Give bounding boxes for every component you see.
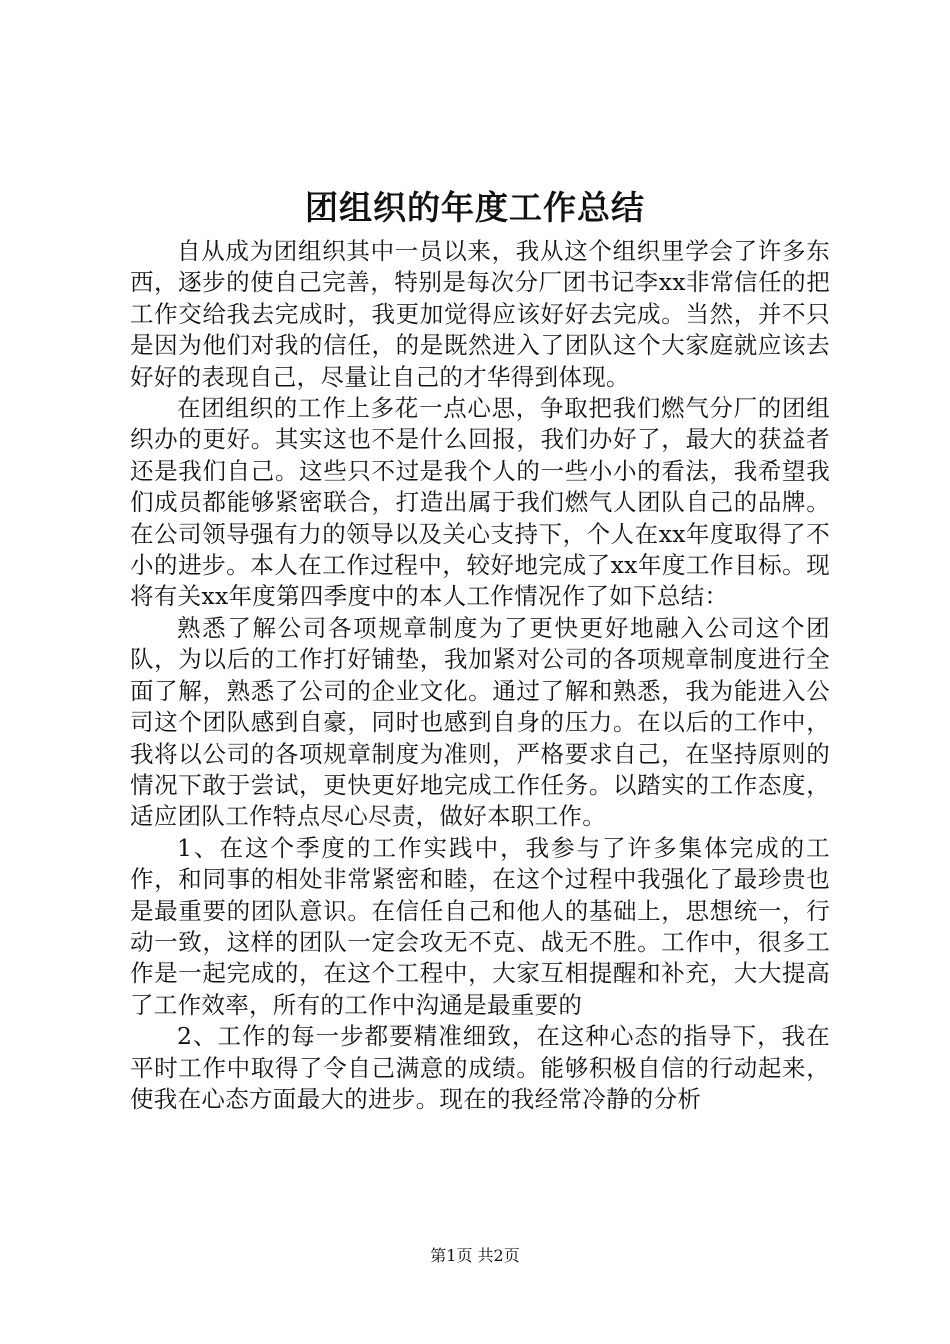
paragraph-4: 1、在这个季度的工作实践中，我参与了许多集体完成的工作，和同事的相处非常紧密和睦，在这个过程中我强化了最珍贵也是最重要的团队意识。在信任自己和他人的基础上，思想统一，行动一致，这样的团队一定会攻无不克、战无不胜。工作中，很多工作是一起完成的，在这个工程中，大家互相提醒和补充，大大提高了工作效率，所有的工作中沟通是最重要的: [130, 833, 830, 1019]
document-title: 团组织的年度工作总结: [305, 188, 645, 227]
paragraph-3: 熟悉了解公司各项规章制度为了更快更好地融入公司这个团队，为以后的工作打好铺垫，我加紧对公司的各项规章制度进行全面了解，熟悉了公司的企业文化。通过了解和熟悉，我为能进入公司这个团队感到自豪，同时也感到自身的压力。在以后的工作中，我将以公司的各项规章制度为准则，严格要求自己，在坚持原则的情况下敢于尝试，更快更好地完成工作任务。以踏实的工作态度，适应团队工作特点尽心尽责，做好本职工作。: [130, 613, 830, 831]
paragraph-2: 在团组织的工作上多花一点心思，争取把我们燃气分厂的团组织办的更好。其实这也不是什么回报，我们办好了，最大的获益者还是我们自己。这些只不过是我个人的一些小小的看法，我希望我们成员都能够紧密联合，打造出属于我们燃气人团队自己的品牌。在公司领导强有力的领导以及关心支持下，个人在xx年度取得了不小的进步。本人在工作过程中，较好地完成了xx年度工作目标。现将有关xx年度第四季度中的本人工作情况作了如下总结：: [130, 394, 830, 611]
document-body: [130, 236, 830, 1115]
paragraph-5: 2、工作的每一步都要精准细致，在这种心态的指导下，我在平时工作中取得了令自己满意的成绩。能够积极自信的行动起来，使我在心态方面最大的进步。现在的我经常冷静的分析: [130, 1022, 830, 1113]
paragraph-1: 自从成为团组织其中一员以来，我从这个组织里学会了许多东西，逐步的使自己完善，特别是每次分厂团书记李xx非常信任的把工作交给我去完成时，我更加觉得应该好好去完成。当然，并不只是因为他们对我的信任，的是既然进入了团队这个大家庭就应该去好好的表现自己，尽量让自己的才华得到体现。: [130, 237, 830, 391]
page-number-footer: 第1页 共2页: [430, 1246, 520, 1265]
